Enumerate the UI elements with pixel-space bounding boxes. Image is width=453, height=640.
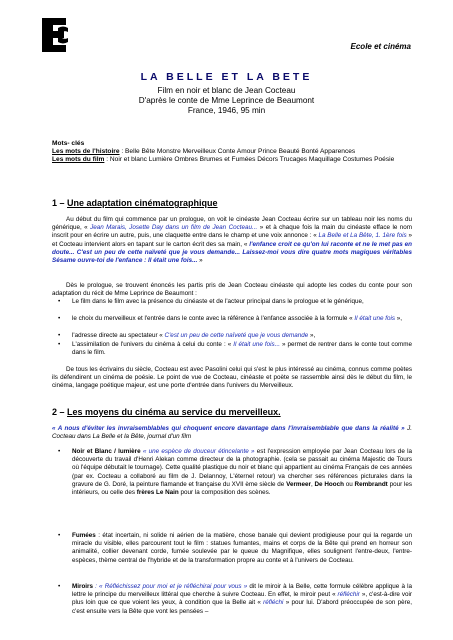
quote-run: « A nous d'éviter les invraisemblables qui choquent encore davantage dans l'invraisemblable que dans la réalité »	[52, 425, 405, 432]
section-1-title: Une adaptation cinématographique	[67, 198, 218, 208]
text-run: est l'expression employée par Jean Cocteau lors de la découverte du travail d'Henri Alekan comme directeur de la photographie. (cela se passait au cinéma Majestic de Tours où l'équipe débutait le tournage). Cette qualité plastique du noir et blanc qui appartient au cinéma Français de ces années (par ex. Cocteau a collaboré au film de J. Delannoy, L'éternel retour) va chercher ses références picturales dans la gravure de G. Doré, la peinture flamande et française du XVII ème siècle de	[72, 448, 412, 488]
text-run: le choix du merveilleux et l'entrée dans le conte avec la référence à l'enfance associée à la formule «	[72, 315, 353, 322]
painter-name: Rembrandt	[354, 480, 388, 488]
section-1-heading	[52, 198, 218, 208]
painter-name: Vermeer	[284, 480, 311, 488]
quote-run: Jean Marais, Josette Day dans un film de Jean Cocteau...	[87, 224, 260, 232]
section-2-heading	[52, 407, 281, 417]
subtitle-line-2: D'après le conte de Mme Leprince de Beaumont	[138, 96, 315, 105]
section-2-item-noir-et-blanc	[72, 448, 412, 497]
text-run: Au début du film qui commence par un prologue, on voit le cinéaste Jean Cocteau écrire sur un tableau noir les noms du générique, «	[52, 216, 412, 232]
text-run: ou	[343, 480, 355, 488]
text-run: » pour lui. D'abord préoccupée de son père, c'est ensuite vers la Bête que vont les pensées –	[72, 599, 412, 615]
keywords-heading: Mots- clés	[52, 140, 85, 147]
bullet-icon: •	[58, 332, 61, 339]
school-label: Ecole et cinéma	[350, 42, 411, 51]
quote-run: Il était une fois	[352, 315, 397, 322]
item-label: Miroirs	[72, 583, 93, 590]
section-1-bullet-1: Le film dans le film avec la présence du cinéaste et de l'acteur principal dans le prologue et le générique,	[72, 298, 364, 305]
text-run: ,	[310, 480, 315, 488]
text-run: pour les intérieurs, ou celle des	[72, 480, 413, 497]
section-1-bullet-4	[72, 341, 412, 357]
text-run: », c'est-à-dire voir plus loin que ce que voient les yeux, à condition que la Belle ait «	[72, 591, 412, 607]
text-run: » permet de rentrer dans le conte tout comme dans le film.	[72, 341, 412, 357]
section-1-paragraph-2: Dès le prologue, se trouvent énoncés les partis pris de Jean Cocteau cinéaste qui adopte les codes du conte pour son adaptation du récit de Mme Leprince de Beaumont :	[52, 282, 412, 298]
keywords-block	[52, 140, 412, 164]
item-label: Fumées	[72, 532, 96, 539]
quote-run: La Belle et La Bête, 1. 1ère fois	[316, 232, 409, 240]
film-title: LA BELLE ET LA BETE	[140, 71, 313, 83]
text-run: pour la composition des scènes.	[178, 489, 271, 497]
text-run: »,	[310, 332, 316, 339]
quote-run: : « Réfléchissez pour moi et je réfléchirai pour vous »	[93, 583, 250, 590]
story-words-label: Les mots de l'histoire	[52, 148, 120, 155]
section-1-paragraph-3: De tous les écrivains du siècle, Cocteau est avec Pasolini celui qui s'est le plus intéressé au cinéma, connus comme poètes ils défendirent un cinéma de poésie. Le point de vue de Cocteau, cinéaste et poète se rassemble ainsi dès le début du film, le cinéma, langage poétique majeur, est une porte d'entrée dans l'univers du Merveilleux.	[52, 366, 412, 390]
quote-run: réfléchi	[260, 599, 286, 607]
quote-run: l'enfance croit ce qu'on lui raconte et ne le met pas en doute... C'est un peu de cette naïveté que je vous demande... Laissez-moi vous dire quatre mots magiques véritables Sésame ouvre-toi de l'enfance : Il était une fois...	[52, 240, 413, 265]
text-run: l'adresse directe au spectateur «	[72, 332, 163, 339]
bullet-icon: •	[58, 298, 61, 305]
section-1-bullet-2	[72, 315, 412, 323]
item-label: Noir et Blanc / lumière	[72, 448, 141, 455]
section-1-number: 1 –	[52, 198, 65, 208]
text-run: »,	[396, 315, 403, 322]
quote-run: Il était une fois...	[231, 341, 282, 348]
painter-name: frères Le Nain	[135, 489, 179, 497]
film-words: : Noir et blanc Lumière Ombres Brumes et Fumées Décors Trucages Maquillage Costumes Poésie	[104, 156, 395, 163]
section-2-item-fumees	[72, 532, 412, 565]
text-run: L'assimilation de l'univers du cinéma à celui du conte : «	[72, 341, 232, 348]
bullet-icon: •	[58, 341, 61, 348]
film-words-label: Les mots du film	[52, 156, 105, 163]
subtitle-line-3: France, 1946, 95 min	[187, 106, 266, 115]
story-words: : Belle Bête Monstre Merveilleux Conte Amour Prince Beauté Bonté Apparences	[119, 148, 356, 155]
quote-run: « une espèce de douceur étincelante »	[140, 448, 257, 455]
text-run: »	[199, 257, 203, 265]
section-1-paragraph-1	[52, 216, 412, 265]
section-2-number: 2 –	[52, 407, 65, 417]
section-1-bullet-3	[72, 332, 412, 340]
text-run: dit le miroir à la Belle, cette formule célèbre applique à la lettre le principe du merveilleux littéral que cherche à suivre Cocteau. En effet, le miroir peut «	[72, 583, 412, 599]
subtitle-line-1: Film en noir et blanc de Jean Cocteau	[157, 86, 296, 95]
section-2-item-miroirs	[72, 583, 412, 616]
quote-run: C'est un peu de cette naïveté que je vous demande	[162, 332, 310, 339]
text-run: : état incertain, ni solide ni aérien de la matière, chose banale qui devient prodigieuse pour qui la regarde un miracle du visible, elles parcourent tout le film : statues fumantes, mains et corps de la Bête qui prend en horreur son animalité, collier devenant corde, fumée soulevée par le queue du Magnifique, elles soulignent l'entre-deux, l'entre- espèces, thème central de l'hybride et de la transformation propre au conte et à l'univers de Cocteau.	[72, 532, 412, 564]
bullet-icon: •	[58, 448, 61, 455]
section-2-title: Les moyens du cinéma au service du merveilleux.	[67, 407, 281, 417]
bullet-icon: •	[58, 583, 61, 590]
bullet-icon: •	[58, 315, 61, 322]
bullet-icon: •	[58, 532, 61, 539]
quote-source: J. Cocteau dans La Belle et la Bête, journal d'un film	[52, 425, 412, 441]
section-2-quote	[52, 425, 412, 441]
quote-run: réfléchir	[335, 591, 362, 599]
text-run: » et à chaque fois la main du cinéaste efface le nom inscrit pour en écrire un autre, puis, une claquette entre dans le champ et une voix annonce : «	[52, 224, 413, 240]
ecole-et-cinema-logo-icon	[42, 18, 68, 52]
text-run: » et Cocteau intervient alors en tapant sur le carton écrit des sa main, «	[52, 232, 412, 248]
painter-name: De Hooch	[314, 480, 344, 488]
